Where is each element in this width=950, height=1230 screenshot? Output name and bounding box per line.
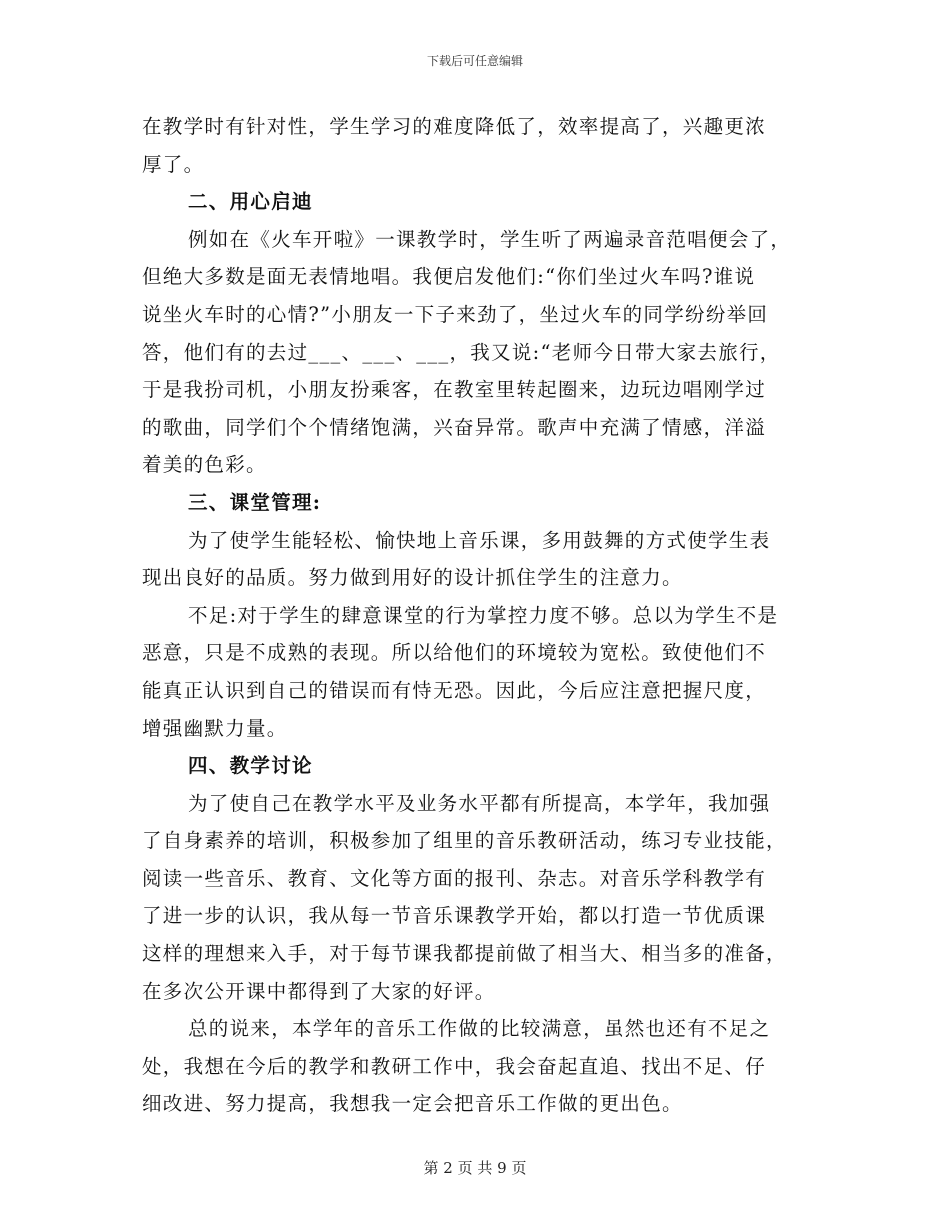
section-heading: 四、教学讨论 bbox=[188, 754, 313, 778]
paragraph-line: 的歌曲，同学们个个情绪饱满，兴奋异常。歌声中充满了情感，洋溢 bbox=[142, 415, 767, 439]
paragraph-line: 为了使学生能轻松、愉快地上音乐课，多用鼓舞的方式使学生表 bbox=[188, 528, 771, 552]
paragraph-line: 阅读一些音乐、教育、文化等方面的报刊、杂志。对音乐学科教学有 bbox=[142, 866, 767, 890]
paragraph-line: 但绝大多数是面无表情地唱。我便启发他们:“你们坐过火车吗?谁说 bbox=[142, 265, 756, 289]
page-number: 第 2 页 共 9 页 bbox=[423, 1159, 527, 1177]
paragraph-line: 这样的理想来入手，对于每节课我都提前做了相当大、相当多的准备， bbox=[142, 942, 787, 966]
section-heading: 三、课堂管理: bbox=[188, 490, 322, 514]
page-header bbox=[0, 53, 950, 69]
paragraph-line: 于是我扮司机，小朋友扮乘客，在教室里转起圈来，边玩边唱刚学过 bbox=[142, 378, 767, 402]
paragraph-line: 着美的色彩。 bbox=[142, 453, 267, 477]
paragraph-line: 说坐火车时的心情?”小朋友一下子来劲了，坐过火车的同学纷纷举回 bbox=[142, 302, 769, 326]
paragraph-line: 总的说来，本学年的音乐工作做的比较满意，虽然也还有不足之 bbox=[188, 1017, 771, 1041]
paragraph-line: 为了使自己在教学水平及业务水平都有所提高，本学年，我加强 bbox=[188, 791, 771, 815]
page-footer bbox=[0, 1158, 950, 1178]
paragraph-line: 处，我想在今后的教学和教研工作中，我会奋起直追、找出不足、仔 bbox=[142, 1054, 767, 1078]
paragraph-line: 恶意，只是不成熟的表现。所以给他们的环境较为宽松。致使他们不 bbox=[142, 641, 767, 665]
paragraph-line: 在多次公开课中都得到了大家的好评。 bbox=[142, 979, 496, 1003]
paragraph-line: 不足:对于学生的肆意课堂的行为掌控力度不够。总以为学生不是 bbox=[188, 603, 779, 627]
section-heading: 二、用心启迪 bbox=[188, 190, 313, 214]
paragraph-line: 细改进、努力提高，我想我一定会把音乐工作做的更出色。 bbox=[142, 1092, 683, 1116]
paragraph-line: 厚了。 bbox=[142, 152, 205, 176]
paragraph-line: 了自身素养的培训，积极参加了组里的音乐教研活动，练习专业技能， bbox=[142, 829, 787, 853]
document-body bbox=[142, 108, 810, 1123]
paragraph-line: 了进一步的认识，我从每一节音乐课教学开始，都以打造一节优质课 bbox=[142, 904, 767, 928]
paragraph-line: 在教学时有针对性，学生学习的难度降低了，效率提高了，兴趣更浓 bbox=[142, 115, 767, 138]
header-note: 下载后可任意编辑 bbox=[426, 54, 523, 68]
paragraph-line: 现出良好的品质。努力做到用好的设计抓住学生的注意力。 bbox=[142, 566, 683, 590]
paragraph-line: 增强幽默力量。 bbox=[142, 716, 288, 740]
paragraph-line: 答，他们有的去过___、___、___，我又说:“老师今日带大家去旅行， bbox=[142, 340, 781, 364]
paragraph-line: 能真正认识到自己的错误而有恃无恐。因此，今后应注意把握尺度， bbox=[142, 678, 767, 702]
paragraph-line: 例如在《火车开啦》一课教学时，学生听了两遍录音范唱便会了， bbox=[188, 227, 792, 251]
